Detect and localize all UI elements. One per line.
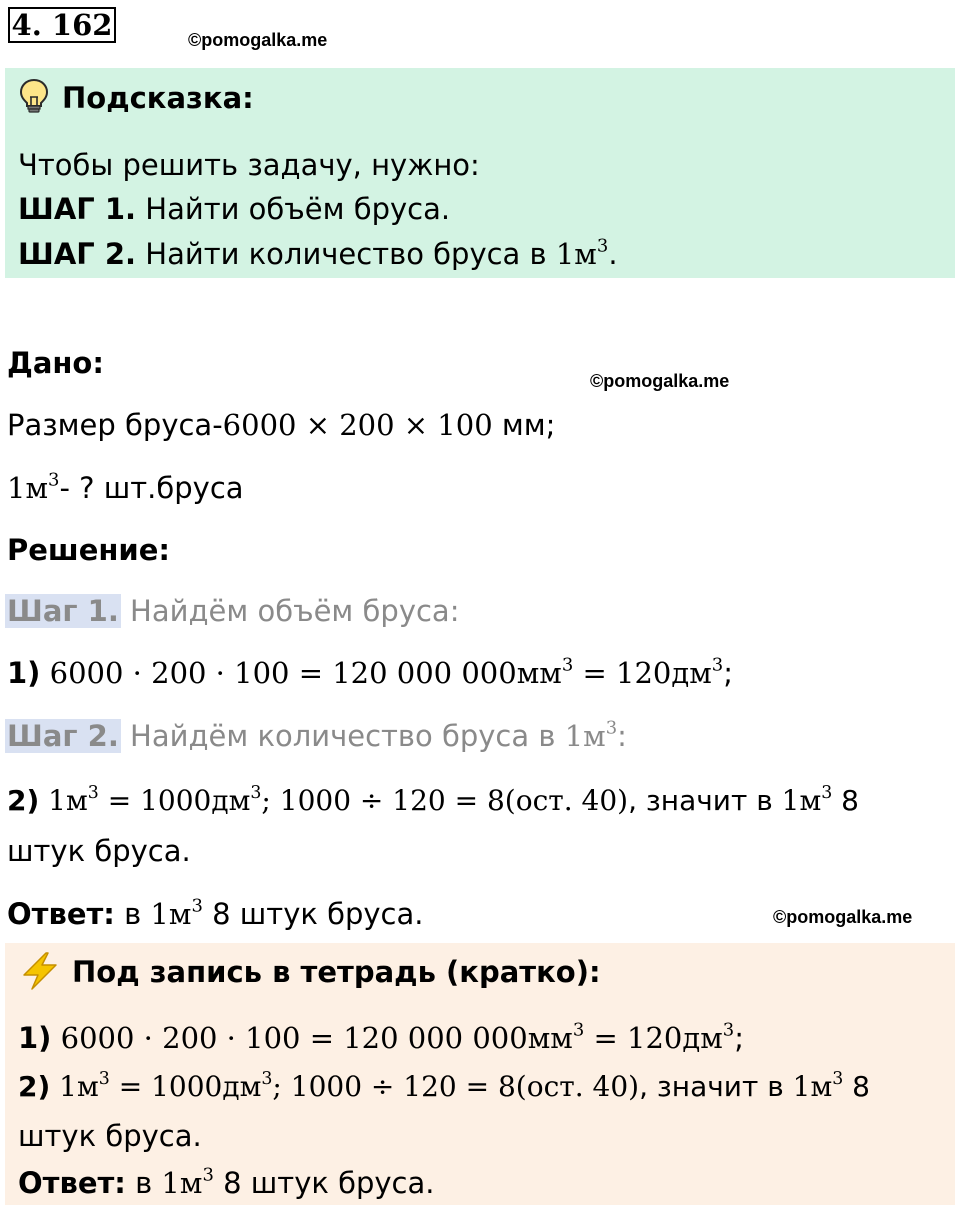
hint-step-1 xyxy=(18,192,450,226)
hint-intro: Чтобы решить задачу, нужно: xyxy=(18,148,480,182)
line-text: 8 xyxy=(843,1070,870,1103)
problem-number: 4. 162 xyxy=(8,7,116,43)
short-line-2 xyxy=(18,1070,870,1104)
hint-step-text: Найти количество бруса в xyxy=(145,237,556,271)
math-expression: = 120дм xyxy=(573,656,712,690)
exponent: 3 xyxy=(821,782,833,803)
answer-label: Ответ: xyxy=(18,1166,126,1200)
math-expression: = 1000дм xyxy=(109,1070,262,1103)
exponent: 3 xyxy=(561,654,574,676)
math-unit: 1м xyxy=(7,471,49,505)
step-text: Найдём объём бруса: xyxy=(120,594,460,628)
punct: . xyxy=(608,237,618,271)
short-title: Под запись в тетрадь (кратко): xyxy=(72,955,601,989)
lightbulb-icon xyxy=(18,78,50,114)
given-question xyxy=(7,471,244,505)
hint-step-text: Найти объём бруса. xyxy=(145,192,451,226)
solution-step-1 xyxy=(5,594,459,628)
hint-step-label: ШАГ 2. xyxy=(18,237,137,271)
exponent: 3 xyxy=(832,1068,844,1089)
short-line-1 xyxy=(18,1021,744,1055)
line-text: 8 xyxy=(832,784,859,817)
answer-text: 8 штук бруса. xyxy=(213,1166,435,1200)
line-text: , значит в xyxy=(628,784,782,817)
punct: ; xyxy=(723,656,733,690)
exponent: 3 xyxy=(605,717,618,739)
hint-step-label: ШАГ 1. xyxy=(18,192,137,226)
given-title: Дано: xyxy=(7,346,104,380)
line-number: 1) xyxy=(7,656,41,690)
math-expression: 1м xyxy=(39,784,88,817)
answer-text: 8 штук бруса. xyxy=(202,897,424,931)
watermark: ©pomogalka.me xyxy=(188,30,328,50)
exponent: 3 xyxy=(202,1164,214,1186)
math-expression: 1м xyxy=(50,1070,99,1103)
given-size-prefix: Размер бруса- xyxy=(7,408,223,442)
solution-answer xyxy=(7,897,423,931)
line-number: 1) xyxy=(18,1021,52,1055)
line-text: , значит в xyxy=(639,1070,793,1103)
step-label: Шаг 2. xyxy=(7,719,119,753)
short-answer xyxy=(18,1166,434,1200)
exponent: 3 xyxy=(261,1068,273,1089)
math-expression: ; 1000 ÷ 120 = 8(ост. 40) xyxy=(261,784,629,817)
answer-label: Ответ: xyxy=(7,897,115,931)
given-size xyxy=(7,408,555,442)
solution-line-2-cont: штук бруса. xyxy=(7,834,191,868)
hint-title: Подсказка: xyxy=(62,81,254,115)
solution-line-2 xyxy=(7,784,859,818)
math-expression: = 120дм xyxy=(584,1021,723,1055)
math-expression: = 1000дм xyxy=(98,784,251,817)
exponent: 3 xyxy=(98,1068,110,1089)
math-unit: 1м xyxy=(161,1166,203,1200)
exponent: 3 xyxy=(711,654,724,676)
hint-step-2 xyxy=(18,237,618,271)
line-number: 2) xyxy=(7,784,40,817)
math-expression: 6000 · 200 · 100 = 120 000 000мм xyxy=(51,1021,573,1055)
answer-text: в xyxy=(114,897,151,931)
line-number: 2) xyxy=(18,1070,51,1103)
given-question-text: - ? шт.бруса xyxy=(59,471,244,505)
watermark: ©pomogalka.me xyxy=(590,371,730,391)
math-unit: 1м xyxy=(150,897,192,931)
exponent: 3 xyxy=(48,469,60,491)
exponent: 3 xyxy=(596,235,609,257)
lightning-icon xyxy=(18,951,62,991)
math-unit: 1м xyxy=(555,237,597,271)
exponent: 3 xyxy=(250,782,262,803)
solution-title: Решение: xyxy=(7,533,171,567)
answer-text: в xyxy=(125,1166,162,1200)
math-expression: ; 1000 ÷ 120 = 8(ост. 40) xyxy=(272,1070,640,1103)
punct: ; xyxy=(734,1021,744,1055)
exponent: 3 xyxy=(191,895,203,917)
math-unit: 1м xyxy=(792,1070,833,1103)
solution-step-2 xyxy=(5,719,627,753)
math-unit: 1м xyxy=(781,784,822,817)
exponent: 3 xyxy=(87,782,99,803)
exponent: 3 xyxy=(722,1019,735,1041)
step-text: Найдём количество бруса в xyxy=(120,719,565,753)
given-size-math: 6000 × 200 × 100 xyxy=(222,408,493,442)
given-size-suffix: мм; xyxy=(492,408,556,442)
exponent: 3 xyxy=(572,1019,585,1041)
step-label: Шаг 1. xyxy=(7,594,119,628)
watermark: ©pomogalka.me xyxy=(773,907,913,927)
short-line-2-cont: штук бруса. xyxy=(18,1119,202,1153)
solution-line-1 xyxy=(7,656,733,690)
math-unit: 1м xyxy=(564,719,606,753)
math-expression: 6000 · 200 · 100 = 120 000 000мм xyxy=(40,656,562,690)
punct: : xyxy=(617,719,627,753)
